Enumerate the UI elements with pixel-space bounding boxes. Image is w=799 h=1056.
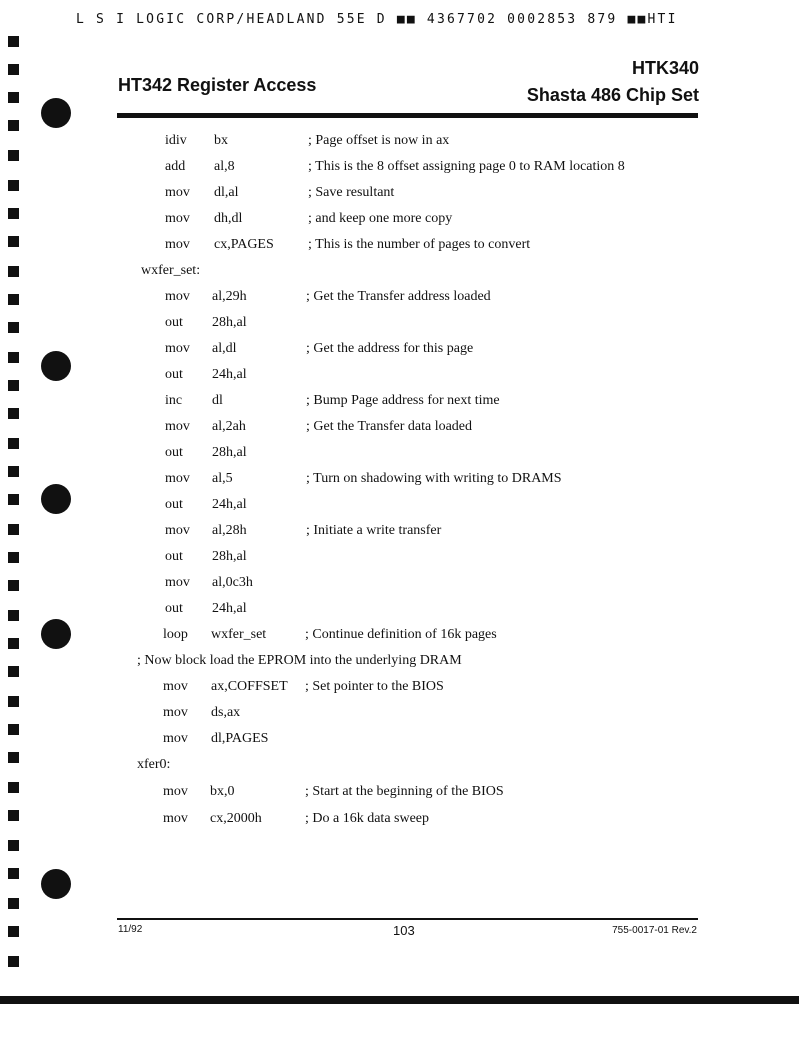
instruction-operands: cx,PAGES — [214, 237, 274, 252]
instruction-operands: wxfer_set — [211, 627, 267, 642]
margin-mark — [8, 352, 19, 363]
scan-bottom-bar — [0, 996, 799, 1004]
code-line — [0, 185, 799, 205]
code-label-line — [0, 263, 799, 283]
margin-mark — [8, 638, 19, 649]
margin-mark — [8, 64, 19, 75]
code-comment: ; and keep one more copy — [308, 211, 453, 226]
instruction-mnemonic: add — [165, 159, 186, 174]
margin-mark — [8, 752, 19, 763]
code-line — [0, 341, 799, 361]
code-label: wxfer_set: — [141, 263, 201, 278]
instruction-operands: dl,al — [214, 185, 239, 200]
chip-set-name: Shasta 486 Chip Set — [526, 85, 699, 105]
code-comment: ; Continue definition of 16k pages — [305, 627, 497, 642]
punch-hole — [41, 484, 71, 514]
code-line — [0, 731, 799, 751]
code-line — [0, 237, 799, 257]
margin-mark — [8, 810, 19, 821]
code-line — [0, 367, 799, 387]
code-line — [0, 784, 799, 804]
margin-mark — [8, 266, 19, 277]
instruction-operands: dl — [212, 393, 223, 408]
document-number: 755-0017-01 Rev.2 — [612, 925, 697, 936]
instruction-mnemonic: idiv — [165, 133, 187, 148]
code-line — [0, 679, 799, 699]
margin-mark — [8, 782, 19, 793]
margin-mark — [8, 696, 19, 707]
code-comment: ; This is the number of pages to convert — [308, 237, 531, 252]
code-comment: ; Get the Transfer data loaded — [306, 419, 473, 434]
code-label-line — [0, 653, 799, 673]
instruction-operands: dh,dl — [214, 211, 243, 226]
margin-mark — [8, 294, 19, 305]
instruction-operands: ax,COFFSET — [211, 679, 288, 694]
margin-mark — [8, 208, 19, 219]
instruction-mnemonic: mov — [165, 237, 190, 252]
instruction-operands: 28h,al — [212, 315, 247, 330]
margin-mark — [8, 236, 19, 247]
instruction-mnemonic: out — [165, 601, 183, 616]
instruction-operands: dl,PAGES — [211, 731, 269, 746]
instruction-operands: 28h,al — [212, 549, 247, 564]
instruction-mnemonic: mov — [163, 679, 188, 694]
code-line — [0, 315, 799, 335]
margin-mark — [8, 380, 19, 391]
code-line — [0, 705, 799, 725]
code-line — [0, 289, 799, 309]
instruction-mnemonic: out — [165, 367, 183, 382]
fax-header-line: L S I LOGIC CORP/HEADLAND 55E D ■■ 4367702 0002853 879 ■■HTI — [76, 12, 678, 27]
code-label: xfer0: — [137, 757, 171, 772]
margin-mark — [8, 956, 19, 967]
instruction-operands: al,5 — [212, 471, 233, 486]
code-line — [0, 601, 799, 621]
punch-hole — [41, 619, 71, 649]
code-line — [0, 393, 799, 413]
instruction-operands: bx,0 — [210, 784, 235, 799]
instruction-operands: al,0c3h — [212, 575, 253, 590]
margin-mark — [8, 408, 19, 419]
code-comment: ; Initiate a write transfer — [306, 523, 442, 538]
margin-mark — [8, 898, 19, 909]
footer-date: 11/92 — [118, 924, 143, 935]
code-comment: ; Bump Page address for next time — [306, 393, 500, 408]
section-title: HT342 Register Access — [118, 75, 317, 95]
code-line — [0, 419, 799, 439]
margin-mark — [8, 466, 19, 477]
instruction-mnemonic: out — [165, 315, 183, 330]
instruction-mnemonic: out — [165, 497, 183, 512]
margin-mark — [8, 180, 19, 191]
punch-hole — [41, 869, 71, 899]
instruction-operands: ds,ax — [211, 705, 241, 720]
part-number: HTK340 — [631, 58, 699, 78]
margin-mark — [8, 868, 19, 879]
instruction-mnemonic: out — [165, 445, 183, 460]
margin-mark — [8, 494, 19, 505]
code-comment: ; Turn on shadowing with writing to DRAMS — [306, 471, 562, 486]
instruction-operands: 28h,al — [212, 445, 247, 460]
code-comment: ; Set pointer to the BIOS — [305, 679, 444, 694]
instruction-operands: al,2ah — [212, 419, 246, 434]
instruction-operands: 24h,al — [212, 601, 247, 616]
instruction-operands: 24h,al — [212, 367, 247, 382]
code-line — [0, 549, 799, 569]
footer-rule — [117, 918, 698, 920]
instruction-mnemonic: mov — [163, 811, 188, 826]
code-comment: ; Start at the beginning of the BIOS — [305, 784, 504, 799]
code-line — [0, 811, 799, 831]
code-line — [0, 575, 799, 595]
margin-mark — [8, 524, 19, 535]
punch-hole — [41, 351, 71, 381]
instruction-mnemonic: mov — [165, 211, 190, 226]
instruction-mnemonic: mov — [163, 705, 188, 720]
margin-mark — [8, 92, 19, 103]
instruction-mnemonic: mov — [165, 341, 190, 356]
instruction-operands: cx,2000h — [210, 811, 262, 826]
margin-mark — [8, 580, 19, 591]
instruction-operands: al,8 — [214, 159, 235, 174]
margin-mark — [8, 926, 19, 937]
margin-mark — [8, 552, 19, 563]
margin-mark — [8, 322, 19, 333]
instruction-mnemonic: mov — [165, 419, 190, 434]
code-line — [0, 211, 799, 231]
instruction-operands: bx — [214, 133, 228, 148]
instruction-mnemonic: loop — [163, 627, 188, 642]
instruction-operands: 24h,al — [212, 497, 247, 512]
punch-hole — [41, 98, 71, 128]
code-label-line — [0, 757, 799, 777]
instruction-operands: al,dl — [212, 341, 237, 356]
code-comment: ; Save resultant — [308, 185, 395, 200]
margin-mark — [8, 36, 19, 47]
instruction-mnemonic: mov — [163, 731, 188, 746]
margin-mark — [8, 724, 19, 735]
code-line — [0, 523, 799, 543]
code-line — [0, 159, 799, 179]
code-line — [0, 497, 799, 517]
code-line — [0, 133, 799, 153]
instruction-mnemonic: mov — [165, 289, 190, 304]
margin-mark — [8, 840, 19, 851]
instruction-mnemonic: mov — [165, 471, 190, 486]
code-comment: ; Do a 16k data sweep — [305, 811, 430, 826]
margin-mark — [8, 438, 19, 449]
margin-mark — [8, 610, 19, 621]
margin-mark — [8, 150, 19, 161]
code-comment: ; This is the 8 offset assigning page 0 to RAM location 8 — [308, 159, 625, 174]
code-line — [0, 627, 799, 647]
instruction-mnemonic: mov — [165, 523, 190, 538]
instruction-operands: al,29h — [212, 289, 247, 304]
margin-mark — [8, 120, 19, 131]
code-comment: ; Get the address for this page — [306, 341, 474, 356]
instruction-operands: al,28h — [212, 523, 247, 538]
instruction-mnemonic: mov — [163, 784, 188, 799]
code-comment: ; Get the Transfer address loaded — [306, 289, 491, 304]
code-label: ; Now block load the EPROM into the underlying DRAM — [137, 653, 462, 668]
instruction-mnemonic: mov — [165, 185, 190, 200]
instruction-mnemonic: mov — [165, 575, 190, 590]
code-comment: ; Page offset is now in ax — [308, 133, 450, 148]
code-line — [0, 471, 799, 491]
instruction-mnemonic: inc — [165, 393, 183, 408]
instruction-mnemonic: out — [165, 549, 183, 564]
page-number: 103 — [393, 923, 415, 938]
code-line — [0, 445, 799, 465]
margin-mark — [8, 666, 19, 677]
